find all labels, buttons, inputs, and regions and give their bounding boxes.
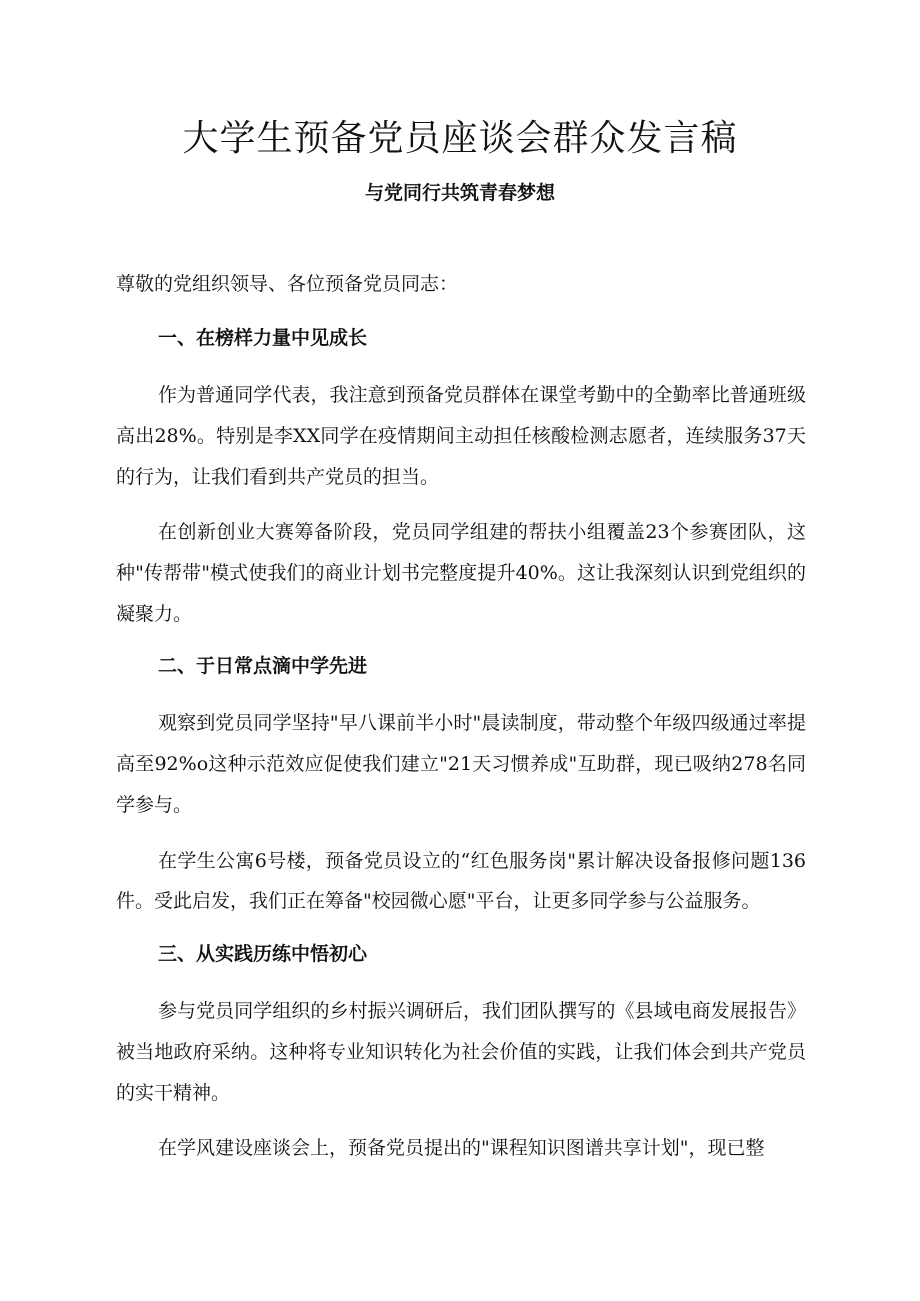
salutation: 尊敬的党组织领导、各位预备党员同志： bbox=[116, 273, 459, 295]
paragraph: 参与党员同学组织的乡村振兴调研后，我们团队撰写的《县域电商发展报告》被当地政府采纳。这种将专业知识转化为社会价值的实践，让我们体会到共产党员的实干精神。 bbox=[116, 999, 806, 1104]
paragraph: 作为普通同学代表，我注意到预备党员群体在课堂考勤中的全勤率比普通班级高出28%。特别是李XX同学在疫情期间主动担任核酸检测志愿者，连续服务37天的行为，让我们看到共产党员的担当。 bbox=[116, 384, 806, 488]
section-heading: 一、在榜样力量中见成长 bbox=[158, 327, 368, 349]
paragraph: 观察到党员同学坚持"早八课前半小时"晨读制度，带动整个年级四级通过率提高至92%o这种示范效应促使我们建立"21天习惯养成"互助群，现已吸纳278名同学参与。 bbox=[116, 712, 806, 816]
section-1 bbox=[116, 321, 806, 635]
section-heading: 二、于日常点滴中学先进 bbox=[158, 655, 368, 678]
document-title: 大学生预备党员座谈会群众发言稿 bbox=[182, 118, 738, 159]
section-2 bbox=[116, 649, 806, 922]
paragraph: 在创新创业大赛筹备阶段，党员同学组建的帮扶小组覆盖23个参赛团队，这种"传帮带"模式使我们的商业计划书完整度提升40%。这让我深刻认识到党组织的凝聚力。 bbox=[116, 521, 806, 625]
paragraph: 在学风建设座谈会上，预备党员提出的"课程知识图谱共享计划"，现已整 bbox=[158, 1137, 765, 1160]
section-heading: 三、从实践历练中悟初心 bbox=[158, 942, 368, 965]
document-body bbox=[116, 267, 806, 1184]
section-3 bbox=[116, 937, 806, 1169]
document-subtitle: 与党同行共筑青春梦想 bbox=[364, 182, 555, 204]
paragraph: 在学生公寓6号楼，预备党员设立的“红色服务岗"累计解决设备报修问题136件。受此启发，我们正在筹备"校园微心愿"平台，让更多同学参与公益服务。 bbox=[116, 849, 806, 913]
